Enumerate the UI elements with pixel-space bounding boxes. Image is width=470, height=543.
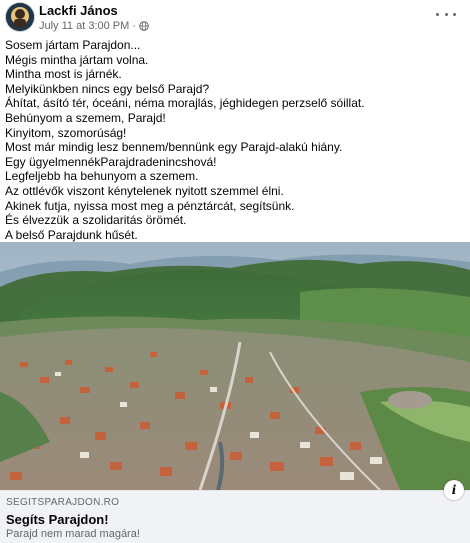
globe-icon [139, 21, 149, 31]
post-line: Az ottlévők viszont kénytelenek nyitott szemmel élni. [5, 183, 284, 198]
post-meta [39, 20, 149, 32]
dot [436, 13, 439, 16]
post-line: Egy ügyelmennékParajdradenincshová! [5, 154, 217, 169]
link-subtitle: Parajd nem marad magára! [6, 528, 140, 540]
post-line: Akinek futja, nyissa most meg a pénztárcát, segítsünk. [5, 198, 295, 213]
link-preview-card[interactable] [0, 490, 470, 543]
town-aerial-image [0, 242, 470, 490]
post-line: Sosem jártam Parajdon... [5, 38, 141, 52]
post-line: Melyikünkben nincs egy belső Parajd? [5, 81, 210, 96]
post-line: Mégis mintha jártam volna. [5, 52, 149, 67]
more-options-icon[interactable] [436, 6, 456, 22]
info-icon[interactable]: i [444, 480, 464, 500]
link-domain: SEGITSPARAJDON.RO [6, 497, 120, 508]
link-title[interactable]: Segíts Parajdon! [6, 512, 109, 527]
dot [445, 13, 448, 16]
meta-separator: · [132, 20, 136, 32]
post-line: Áhítat, ásító tér, óceáni, néma morajlás, jéghidegen perzselő sóillat. [5, 96, 365, 111]
post-line: Legfeljebb ha behunyom a szemem. [5, 169, 199, 184]
dot [453, 13, 456, 16]
post-line: Most már mindig lesz bennem/bennünk egy Parajd-alakú hiány. [5, 140, 343, 155]
post-line: Kinyitom, szomorúság! [5, 125, 127, 140]
post-line: A belső Parajdunk hűsét. [5, 227, 138, 242]
post-line: Behúnyom a szemem, Parajd! [5, 110, 166, 125]
avatar-image [6, 3, 34, 31]
town-aerial-photo[interactable] [0, 242, 470, 490]
post-header [0, 0, 470, 38]
avatar[interactable] [6, 3, 34, 31]
post-text [5, 38, 465, 242]
post-timestamp[interactable]: July 11 at 3:00 PM [39, 20, 130, 32]
post-line: Mintha most is járnék. [5, 67, 122, 82]
author-name[interactable]: Lackfi János [39, 3, 118, 18]
post-line: És élvezzük a szolidaritás örömét. [5, 213, 187, 228]
